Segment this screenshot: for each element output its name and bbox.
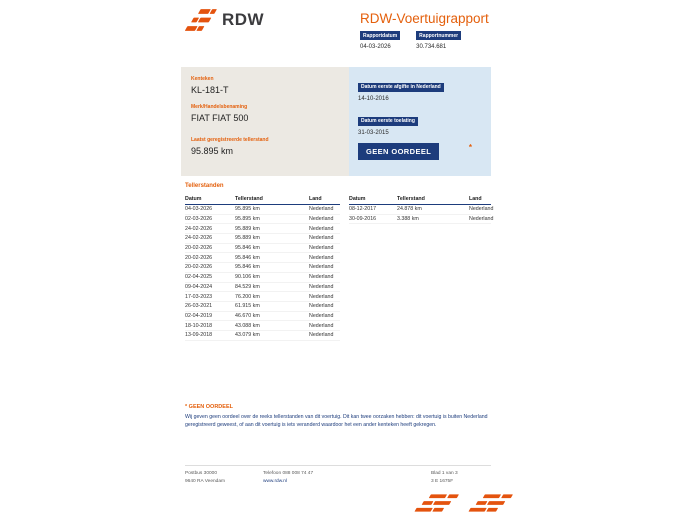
table-cell: Nederland	[309, 254, 334, 261]
rdw-flag-icon	[183, 9, 217, 31]
footnote-title: * GEEN OORDEEL	[185, 404, 233, 410]
col-land: Land	[469, 196, 482, 202]
table-row	[185, 263, 340, 273]
table-cell: Nederland	[309, 225, 334, 232]
table-cell: 02-04-2025	[185, 274, 213, 281]
verdict-badge: GEEN OORDEEL	[358, 143, 439, 160]
table-row	[185, 205, 340, 215]
table-cell: 26-03-2021	[185, 303, 213, 310]
report-meta	[360, 31, 461, 50]
table-cell: 90.106 km	[235, 274, 260, 281]
rdw-logo	[183, 9, 264, 31]
table-row	[185, 273, 340, 283]
report-number-value: 30.734.681	[416, 44, 447, 50]
merk-value: FIAT FIAT 500	[191, 113, 249, 123]
tellerstanden-table-right	[349, 193, 494, 341]
tellerstand-label: Laatst geregistreerde tellerstand	[191, 137, 269, 143]
table-row	[349, 215, 494, 225]
col-datum: Datum	[349, 196, 366, 202]
footer-website-link[interactable]: www.rdw.nl	[263, 478, 287, 484]
col-land: Land	[309, 196, 322, 202]
tellerstanden-title: Tellerstanden	[185, 183, 224, 189]
col-tellerstand: Tellerstand	[397, 196, 425, 202]
table-cell: Nederland	[309, 206, 334, 213]
footer-document-code: 3 E 1675F	[431, 478, 454, 484]
first-admission-label: Datum eerste toelating	[358, 117, 418, 126]
report-date	[360, 31, 400, 50]
report-date-label: Rapportdatum	[360, 31, 400, 40]
table-cell: 09-04-2024	[185, 283, 213, 290]
report-number	[416, 31, 461, 50]
first-admission-label-row	[358, 109, 482, 127]
dates-panel	[349, 67, 491, 176]
table-header	[349, 193, 491, 205]
footer-page-number: Blad 1 van 3	[431, 471, 458, 476]
rdw-flag-graphic	[385, 494, 520, 512]
summary-panels	[181, 67, 491, 176]
table-row	[185, 234, 340, 244]
table-cell: 13-09-2018	[185, 332, 213, 339]
first-issue-value: 14-10-2016	[358, 96, 389, 102]
table-cell: 30-09-2016	[349, 216, 377, 223]
rdw-logo-text: RDW	[222, 10, 265, 29]
table-row	[185, 283, 340, 293]
table-cell: 76.200 km	[235, 293, 260, 300]
table-body	[349, 205, 494, 224]
table-cell: 08-12-2017	[349, 206, 377, 213]
table-cell: 46.670 km	[235, 312, 260, 319]
table-cell: 95.846 km	[235, 264, 260, 271]
table-body	[185, 205, 340, 341]
first-admission-value: 31-03-2015	[358, 130, 389, 136]
table-cell: Nederland	[309, 322, 334, 329]
table-cell: Nederland	[309, 332, 334, 339]
table-cell: Nederland	[309, 235, 334, 242]
report-number-label: Rapportnummer	[416, 31, 461, 40]
tellerstanden-section	[185, 183, 494, 341]
table-header	[185, 193, 340, 205]
page-footer	[185, 465, 491, 485]
table-cell: 24-02-2026	[185, 235, 213, 242]
table-row	[185, 331, 340, 341]
table-cell: 43.079 km	[235, 332, 260, 339]
table-row	[185, 253, 340, 263]
table-cell: Nederland	[309, 303, 334, 310]
verdict-row	[358, 143, 482, 160]
table-cell: 95.846 km	[235, 254, 260, 261]
table-row	[185, 302, 340, 312]
table-cell: 20-02-2026	[185, 264, 213, 271]
table-cell: Nederland	[469, 206, 494, 213]
footer-page-info	[431, 470, 491, 485]
geen-oordeel-footnote	[185, 404, 493, 429]
footer-address-line2: 9640 RA Veendam	[185, 478, 226, 484]
merk-label: Merk/Handelsbenaming	[191, 104, 248, 110]
table-cell: Nederland	[309, 274, 334, 281]
table-row	[185, 215, 340, 225]
table-cell: 24.878 km	[397, 206, 422, 213]
table-row	[185, 244, 340, 254]
table-cell: Nederland	[309, 216, 334, 223]
table-cell: 43.088 km	[235, 322, 260, 329]
first-issue-label-row	[358, 75, 482, 93]
table-cell: 95.889 km	[235, 235, 260, 242]
table-cell: 3.388 km	[397, 216, 419, 223]
footer-phone: Telefoon 088 008 74 47	[263, 471, 314, 476]
tellerstand-value: 95.895 km	[191, 146, 234, 156]
table-cell: 95.889 km	[235, 225, 260, 232]
footer-address	[185, 470, 263, 485]
col-tellerstand: Tellerstand	[235, 196, 263, 202]
table-cell: 20-02-2026	[185, 254, 213, 261]
table-cell: Nederland	[309, 283, 334, 290]
table-cell: 04-03-2026	[185, 206, 213, 213]
kenteken-value: KL-181-T	[191, 85, 229, 95]
table-cell: Nederland	[309, 312, 334, 319]
table-cell: 84.529 km	[235, 283, 260, 290]
table-row	[185, 224, 340, 234]
footnote-text: Wij geven geen oordeel over de reeks tellerstanden van dit voertuig. Dit kan twee oorzaken hebben: dit voertuig is buiten Nederland geregistreerd geweest, of aan dit voertuig is iets veranderd waardoor het een ander kenteken heeft gekregen.	[185, 414, 488, 429]
table-row	[185, 321, 340, 331]
table-cell: 18-10-2018	[185, 322, 213, 329]
kenteken-label: Kenteken	[191, 76, 214, 82]
table-cell: 95.846 km	[235, 245, 260, 252]
table-row	[185, 292, 340, 302]
table-row	[185, 312, 340, 322]
table-cell: 02-04-2019	[185, 312, 213, 319]
footer-contact	[263, 470, 431, 485]
table-cell: Nederland	[309, 245, 334, 252]
table-row	[349, 205, 494, 215]
table-cell: 17-03-2023	[185, 293, 213, 300]
vehicle-panel	[181, 67, 349, 176]
col-datum: Datum	[185, 196, 202, 202]
tellerstanden-table-left	[185, 193, 340, 341]
table-cell: Nederland	[309, 264, 334, 271]
tellerstanden-tables	[185, 193, 494, 341]
table-cell: 95.895 km	[235, 206, 260, 213]
footnote-marker: *	[468, 143, 472, 152]
footer-address-line1: Postbus 30000	[185, 471, 218, 476]
table-cell: 02-03-2026	[185, 216, 213, 223]
report-title: RDW-Voertuigrapport	[360, 11, 489, 26]
table-cell: Nederland	[309, 293, 334, 300]
report-date-value: 04-03-2026	[360, 44, 391, 50]
table-cell: 20-02-2026	[185, 245, 213, 252]
table-cell: 61.915 km	[235, 303, 260, 310]
table-cell: 95.895 km	[235, 216, 260, 223]
table-cell: Nederland	[469, 216, 494, 223]
first-issue-label: Datum eerste afgifte in Nederland	[358, 83, 444, 92]
table-cell: 24-02-2026	[185, 225, 213, 232]
